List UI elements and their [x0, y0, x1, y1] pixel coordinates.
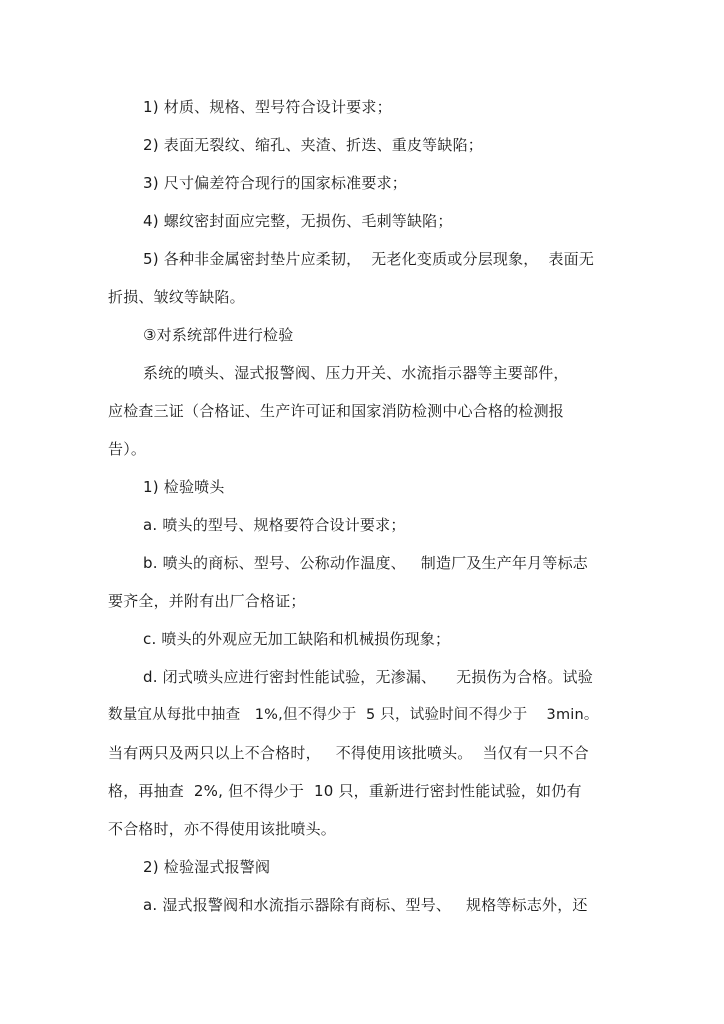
- text-line-10: 告）。: [108, 440, 147, 458]
- text-line-15: c. 喷头的外观应无加工缺陷和机械损伤现象；: [143, 630, 451, 648]
- text-line-8: 系统的喷头、湿式报警阀、压力开关、水流指示器等主要部件，: [143, 364, 569, 382]
- text-line-16: d. 闭式喷头应进行密封性能试验，无渗漏、 无损伤为合格。试验: [143, 668, 593, 686]
- text-line-20: 不合格时，亦不得使用该批喷头。: [108, 820, 337, 838]
- text-line-9: 应检查三证（合格证、生产许可证和国家消防检测中心合格的检测报: [108, 402, 565, 420]
- text-line-6: 折损、皱纹等缺陷。: [108, 288, 245, 306]
- text-line-5: 5) 各种非金属密封垫片应柔韧， 无老化变质或分层现象， 表面无: [143, 250, 595, 268]
- text-line-2: 2) 表面无裂纹、缩孔、夹渣、折迭、重皮等缺陷；: [143, 136, 483, 154]
- text-line-1: 1) 材质、规格、型号符合设计要求；: [143, 98, 392, 116]
- text-line-14: 要齐全，并附有出厂合格证；: [108, 592, 306, 610]
- text-line-12: a. 喷头的型号、规格要符合设计要求；: [143, 516, 406, 534]
- text-line-17: 数量宜从每批中抽查 1%,但不得少于 5 只，试验时间不得少于 3min。: [108, 707, 599, 723]
- text-line-18: 当有两只及两只以上不合格时， 不得使用该批喷头。 当仅有一只不合: [108, 744, 589, 762]
- text-line-3: 3) 尺寸偏差符合现行的国家标准要求；: [143, 174, 407, 192]
- text-line-7: ③对系统部件进行检验: [143, 326, 294, 344]
- text-line-4: 4) 螺纹密封面应完整，无损伤、毛刺等缺陷；: [143, 212, 453, 230]
- text-line-13: b. 喷头的商标、型号、公称动作温度、 制造厂及生产年月等标志: [143, 554, 588, 572]
- text-line-19: 格，再抽查 2%, 但不得少于 10 只，重新进行密封性能试验，如仍有: [108, 782, 582, 800]
- text-line-21: 2) 检验湿式报警阀: [143, 858, 271, 876]
- text-line-22: a. 湿式报警阀和水流指示器除有商标、型号、 规格等标志外，还: [143, 896, 588, 914]
- text-line-11: 1) 检验喷头: [143, 478, 225, 496]
